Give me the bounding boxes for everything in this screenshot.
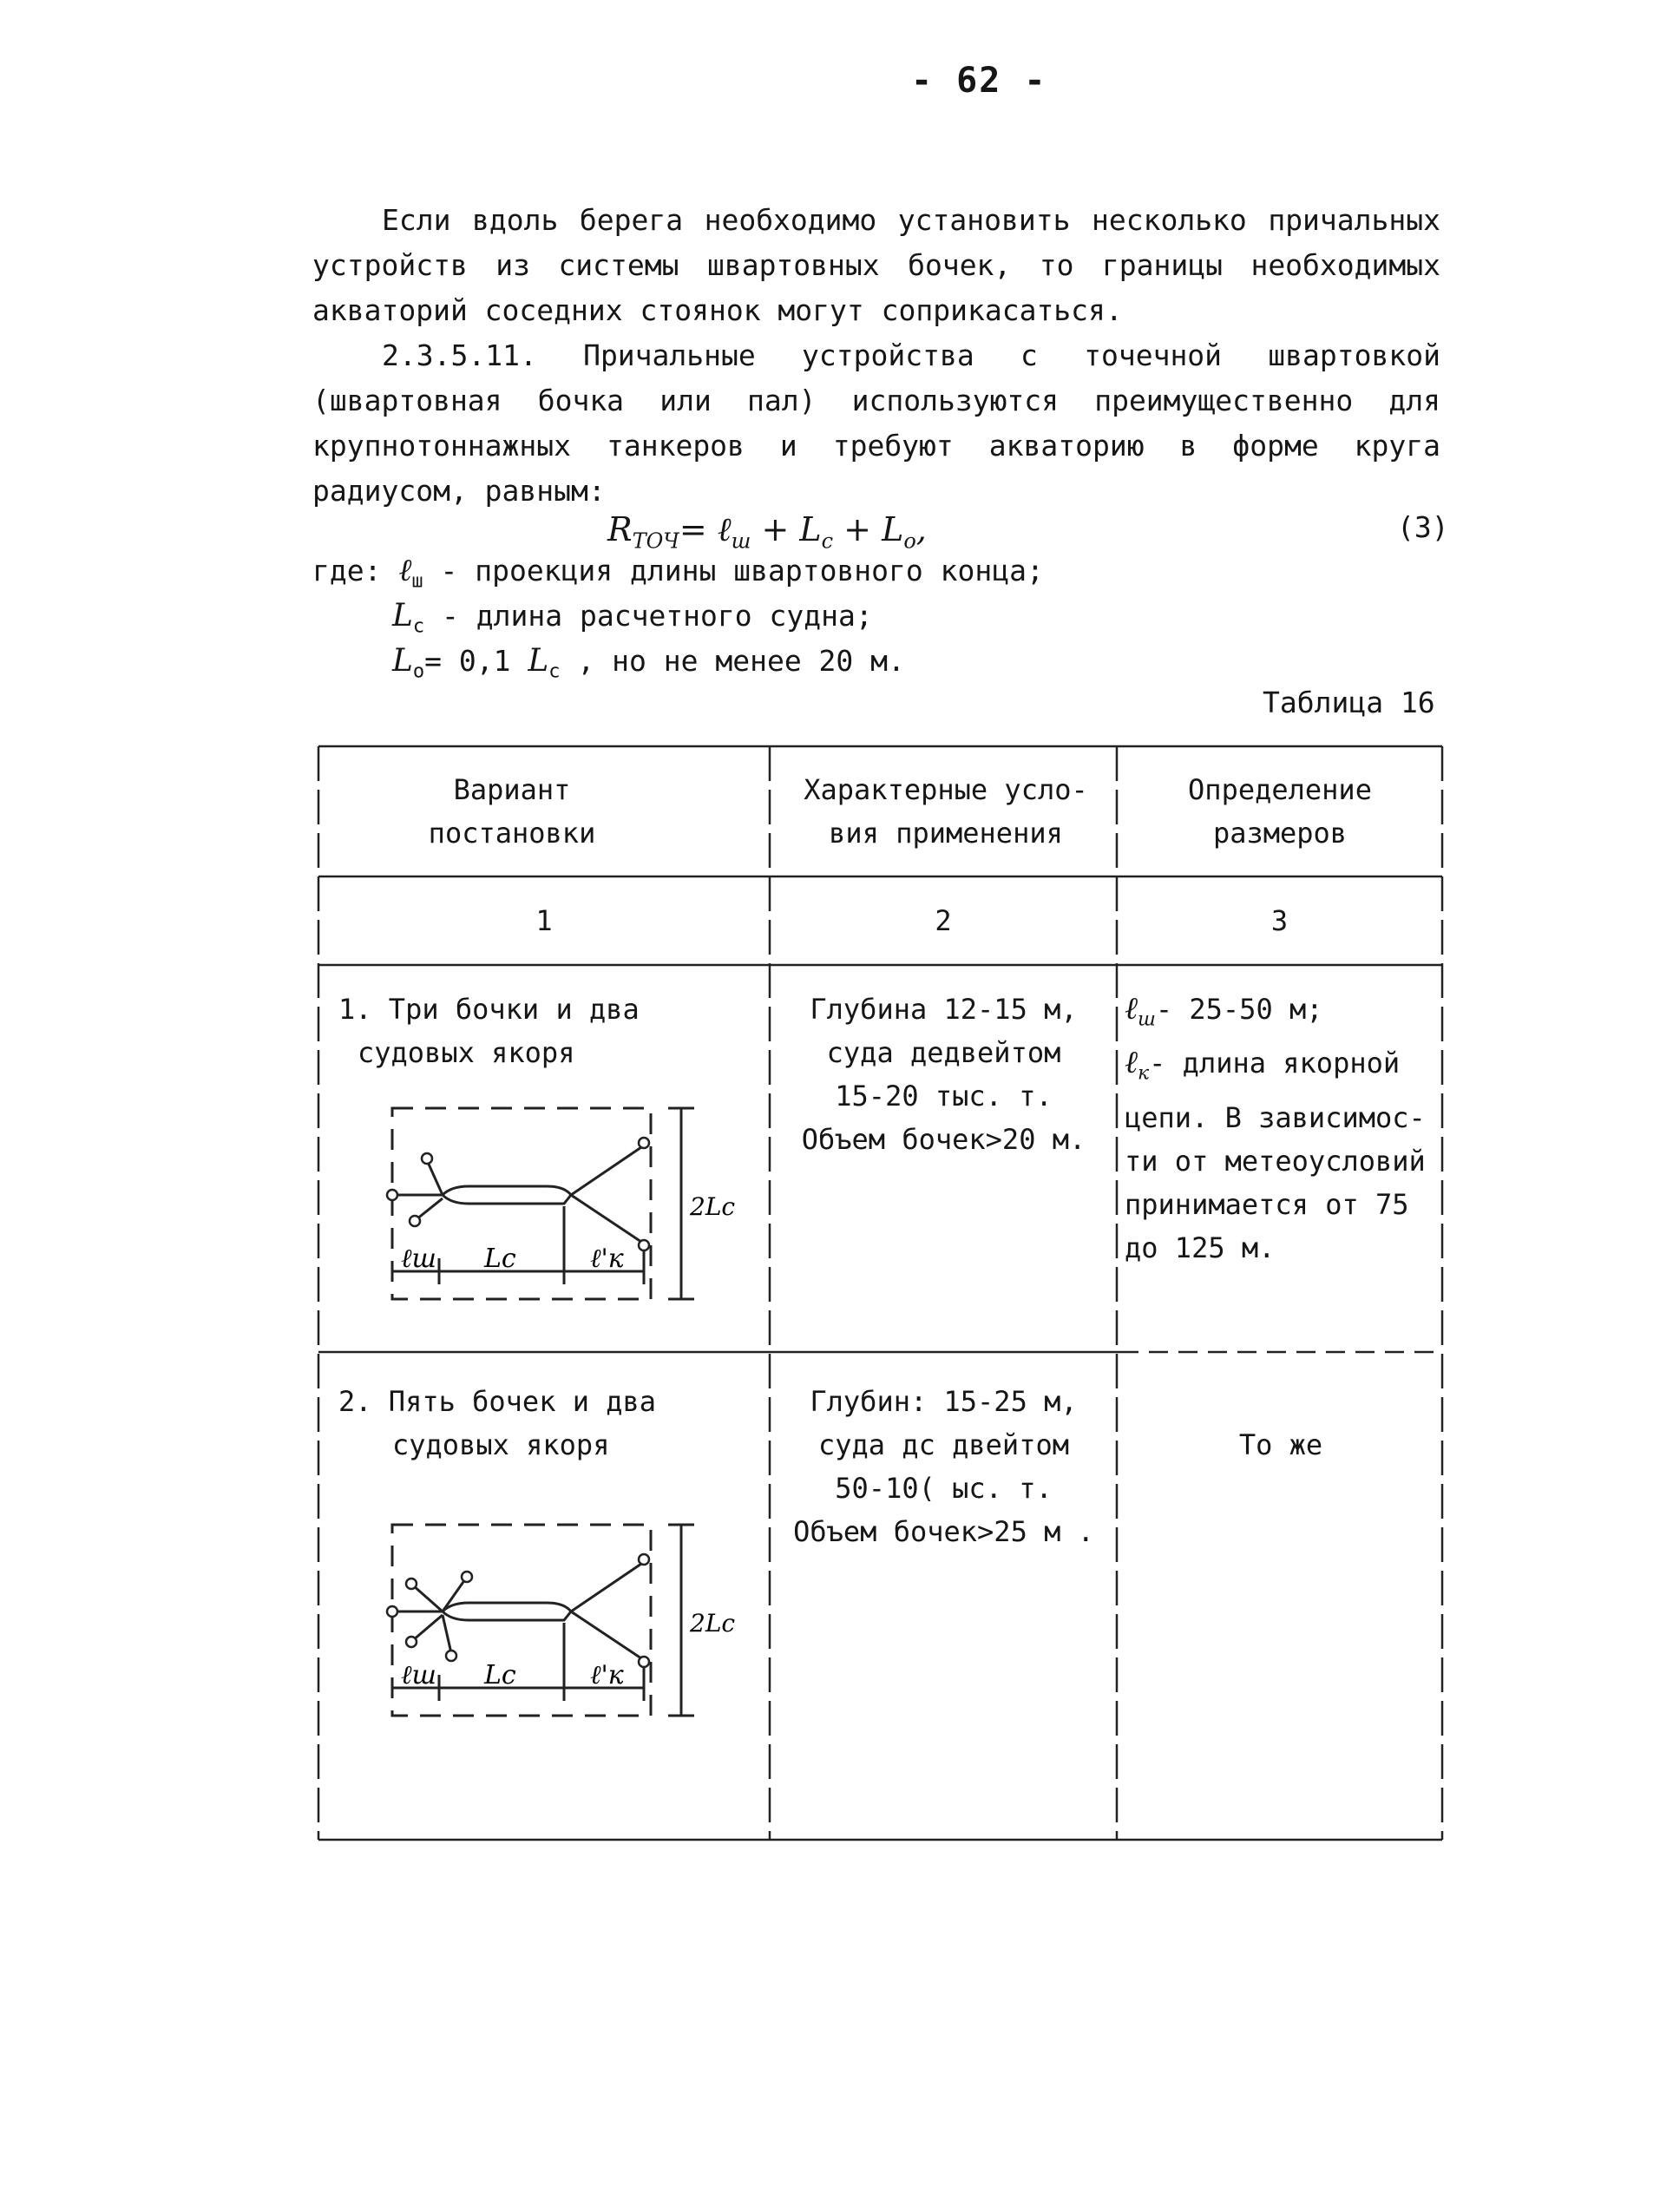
row2-line-1 [413,1585,443,1611]
row1-mooring-diagram [382,1098,738,1310]
def2-text: - длина расчетного судна; [442,599,873,633]
row2-sizes: То же [1238,1428,1323,1461]
row2-ship-hull [443,1603,571,1620]
row2-buoy-2 [462,1572,472,1582]
row2-label-lk: ℓ'к [590,1660,624,1690]
formula-eq: = [679,510,707,548]
row1-l2-text: - длина якорной [1149,1047,1401,1080]
row1-anchor-chain-1 [571,1145,644,1195]
row2-cond-line-1: Глубин: 15-25 м, [810,1385,1078,1418]
header-col-2 [781,768,1111,855]
col-number-3: 3 [1270,904,1289,937]
row1-cond-line-4: Объем бочек>20 м. [801,1123,1086,1156]
row1-variant-line-2: судовых якоря [358,1036,575,1069]
row1-anchor-1 [639,1138,649,1148]
row2-buoy-1 [406,1579,417,1589]
formula-plus-1: + [761,510,790,548]
def3-symbol: L [392,643,413,679]
row1-variant-line-1: 1. Три бочки и два [338,993,640,1026]
row2-buoy-3 [387,1606,397,1617]
equation-number: (3) [1397,510,1449,544]
row2-anchor-2 [639,1657,649,1667]
row2-conditions [777,1380,1111,1553]
row1-anchor-2 [639,1240,649,1250]
row2-anchor-1 [639,1554,649,1565]
row2-anchor-chain-2 [571,1611,644,1660]
def2-sub: c [412,615,425,638]
def1-sub: ш [411,570,423,593]
header-col-3 [1121,768,1439,855]
row1-sizes-line-5: принимается от 75 [1125,1187,1409,1221]
def1-text: - проекция длины швартовного конца; [440,554,1044,587]
row2-cond-line-3: 50-10( ыс. т. [835,1472,1053,1505]
row2-label-height: 2Lc [690,1609,736,1638]
header-col-3-line-2: размеров [1212,817,1348,850]
row1-label-height: 2Lc [690,1192,736,1221]
row1-label-lc: Lc [484,1244,516,1274]
row2-line-4 [413,1615,443,1640]
formula-plus-2: + [843,510,872,548]
paragraph-2-text: 2.3.5.11. Причальные устройства с точечной швартовкой (швартовная бочка или пал) используются преимущественно для крупнотоннажных танкеров и требуют акваторию в форме круга радиусом, равным: [312,338,1440,508]
row2-variant [338,1380,755,1467]
formula-lhs: R [607,510,633,548]
def3-sub-2: c [548,660,561,683]
row1-l1-symbol: ℓ [1125,991,1138,1027]
def3-sub: o [412,660,425,683]
row2-variant-line-1: 2. Пять бочек и два [338,1385,657,1418]
row2-buoy-5 [446,1651,456,1661]
row1-sizes-line-3: цепи. В зависимос- [1125,1100,1426,1134]
formula-term-2: L [799,510,822,548]
row1-sizes-line-6: до 125 м. [1125,1231,1276,1264]
row1-l2-sub: к [1138,1062,1150,1085]
row1-cond-line-2: суда дедвейтом [826,1036,1061,1069]
paragraph-1-text: Если вдоль берега необходимо установить несколько причальных устройств из системы швартовных бочек, то границы необходимых акваторий соседних стоянок могут соприкасаться. [312,203,1440,327]
table-caption: Таблица 16 [1263,686,1435,719]
row2-label-lc: Lc [484,1660,516,1690]
row1-l1-sub: ш [1138,1008,1156,1031]
row2-line-5 [443,1615,451,1653]
row1-buoy-1 [422,1153,432,1164]
row1-line-3 [417,1198,443,1219]
formula-lhs-sub: ТОЧ [632,528,679,554]
row2-anchor-chain-1 [571,1562,644,1611]
header-col-1-line-1: Вариант [453,773,571,806]
formula-tail: , [915,510,927,548]
def3-text: , но не менее 20 м. [577,644,905,678]
header-col-1 [347,768,677,855]
row1-buoy-2 [387,1190,397,1200]
row1-cond-line-1: Глубина 12-15 м, [810,993,1078,1026]
def1-symbol: ℓ [398,553,412,588]
row1-ship-hull [443,1186,571,1204]
row1-conditions [777,988,1111,1161]
formula-term-1: ℓ [717,510,732,548]
def3-mid: = 0,1 [424,644,511,678]
row2-mooring-diagram [382,1514,738,1727]
row2-variant-line-2: судовых якоря [392,1428,610,1461]
page-number: - 62 - [911,61,1047,101]
row1-label-lk: ℓ'к [590,1244,624,1274]
header-col-1-line-2: постановки [428,817,596,850]
where-intro: где: [312,554,382,587]
row1-sizes [1125,988,1440,1270]
row1-l1-text: - 25-50 м; [1155,993,1323,1026]
col-number-1: 1 [535,904,553,937]
formula-term-2-sub: c [821,528,834,554]
row1-cond-line-3: 15-20 тыс. т. [835,1080,1053,1113]
formula-term-3: L [882,510,904,548]
def2-symbol: L [392,598,413,633]
row1-sizes-line-4: ти от метеоусловий [1125,1144,1426,1178]
header-col-2-line-1: Характерные усло- [804,773,1088,806]
row2-label-lsh: ℓш [401,1660,436,1690]
row1-label-lsh: ℓш [401,1244,436,1274]
formula-term-3-sub: o [903,528,916,554]
row2-buoy-4 [406,1637,417,1647]
row1-anchor-chain-2 [571,1195,644,1244]
row2-line-2 [443,1579,465,1611]
row1-line-1 [427,1160,443,1195]
row1-variant [338,988,755,1074]
row1-l2-symbol: ℓ [1125,1045,1138,1081]
row1-buoy-3 [410,1216,420,1226]
def3-symbol-2: L [528,643,549,679]
header-col-3-line-1: Определение [1188,773,1372,806]
row2-cond-line-4: Объем бочек>25 м . [793,1515,1094,1548]
header-col-2-line-2: вия применения [829,817,1063,850]
formula-term-1-sub: ш [731,528,751,554]
row2-cond-line-2: суда дс двейтом [818,1428,1069,1461]
col-number-2: 2 [935,904,952,937]
